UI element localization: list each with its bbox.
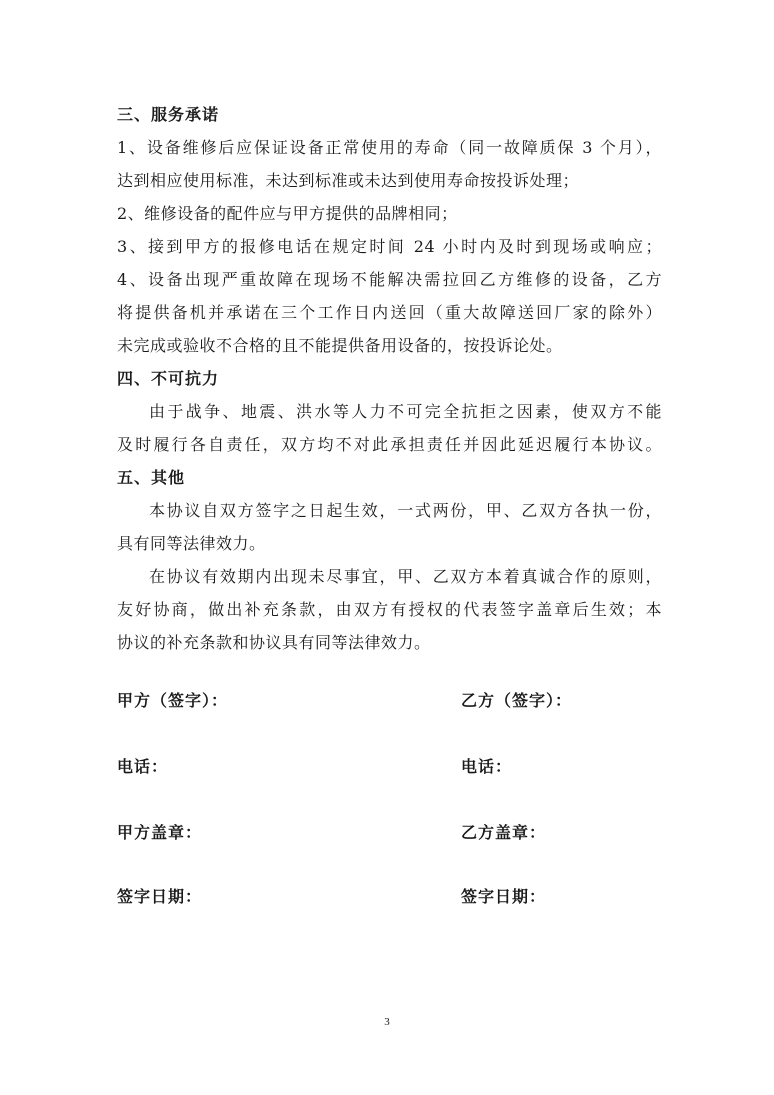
section-heading-service: 三、服务承诺 — [117, 105, 220, 124]
paragraph-line: 达到相应使用标准，未达到标准或未达到使用寿命按投诉处理； — [117, 171, 580, 190]
party-a-seal-label: 甲方盖章： — [117, 823, 203, 842]
party-b-signature-label: 乙方（签字）： — [461, 691, 573, 710]
party-a-signature-label: 甲方（签字）： — [117, 691, 229, 710]
paragraph-line: 未完成或验收不合格的且不能提供备用设备的，按投诉论处。 — [117, 336, 563, 355]
paragraph-line: 1、设备维修后应保证设备正常使用的寿命（同一故障质保 3 个月）， — [117, 138, 662, 157]
party-b-phone-label: 电话： — [461, 757, 513, 776]
section-heading-force-majeure: 四、不可抗力 — [117, 369, 220, 388]
paragraph-line: 友好协商，做出补充条款，由双方有授权的代表签字盖章后生效；本 — [117, 600, 662, 619]
party-b-date-label: 签字日期： — [461, 887, 547, 906]
paragraph-line: 2、维修设备的配件应与甲方提供的品牌相同； — [117, 204, 458, 223]
paragraph-line: 具有同等法律效力。 — [117, 534, 266, 553]
document-body — [117, 98, 662, 659]
paragraph-line: 协议的补充条款和协议具有同等法律效力。 — [117, 633, 431, 652]
paragraph-line: 本协议自双方签字之日起生效，一式两份，甲、乙双方各执一份， — [149, 501, 662, 520]
party-a-date-label: 签字日期： — [117, 887, 203, 906]
party-a-phone-label: 电话： — [117, 757, 169, 776]
paragraph-line: 由于战争、地震、洪水等人力不可完全抗拒之因素，使双方不能 — [149, 402, 662, 421]
paragraph-line: 及时履行各自责任，双方均不对此承担责任并因此延迟履行本协议。 — [117, 435, 662, 454]
section-heading-other: 五、其他 — [117, 468, 186, 487]
page-number: 3 — [384, 1016, 390, 1028]
paragraph-line: 在协议有效期内出现未尽事宜，甲、乙双方本着真诚合作的原则， — [149, 567, 662, 586]
paragraph-line: 3、接到甲方的报修电话在规定时间 24 小时内及时到现场或响应； — [117, 237, 662, 256]
party-b-seal-label: 乙方盖章： — [461, 823, 547, 842]
paragraph-line: 将提供备机并承诺在三个工作日内送回（重大故障送回厂家的除外） — [117, 303, 662, 322]
paragraph-line: 4、设备出现严重故障在现场不能解决需拉回乙方维修的设备，乙方 — [117, 270, 662, 289]
